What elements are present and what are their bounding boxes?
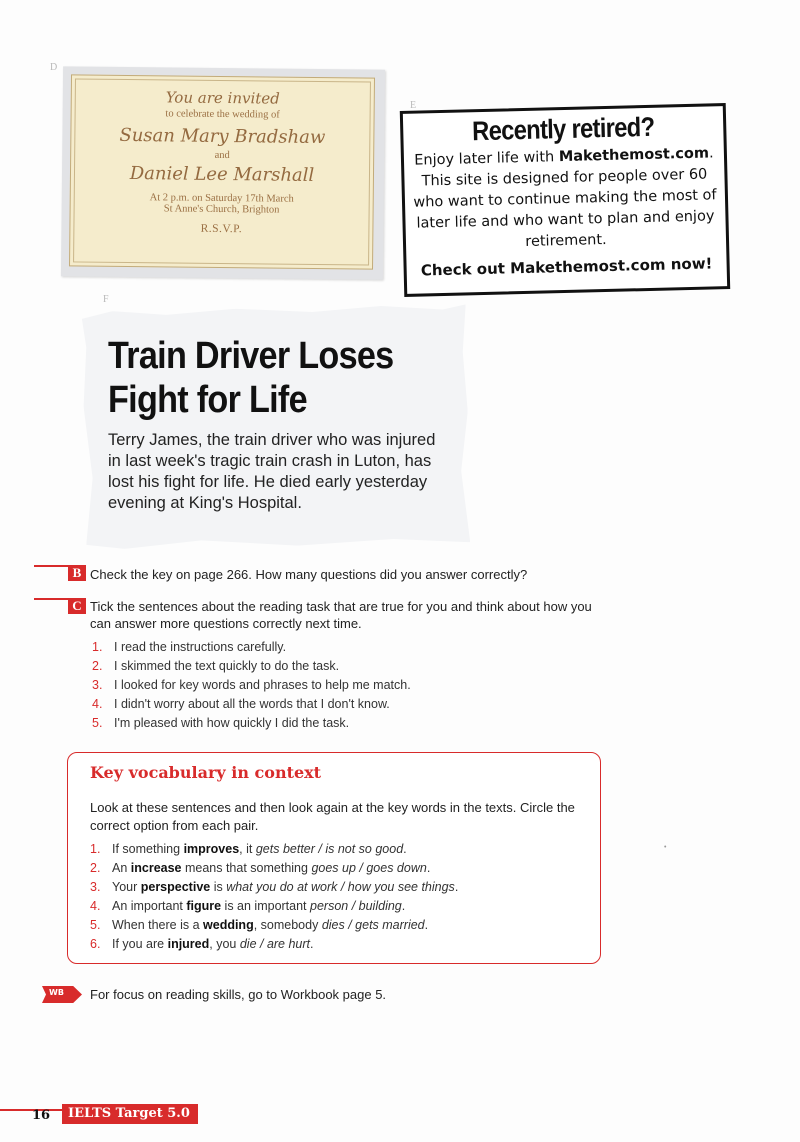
item-number: 1. <box>90 842 101 856</box>
item-text: . <box>310 937 314 951</box>
vocab-item[interactable] <box>90 840 458 859</box>
invitation-and: and <box>214 149 230 162</box>
exercise-b-marker <box>34 565 86 581</box>
vocab-item[interactable] <box>90 859 458 878</box>
answer-options[interactable]: what you do at work / how you see things <box>226 880 455 894</box>
item-text: I skimmed the text quickly to do the task. <box>114 659 340 673</box>
answer-options[interactable]: die / are hurt <box>239 937 311 951</box>
item-text: An <box>112 861 131 875</box>
invitation-time: At 2 p.m. on Saturday 17th March <box>149 192 294 205</box>
item-text: When there is a <box>112 918 204 932</box>
list-item[interactable] <box>92 695 411 714</box>
item-text: , it <box>239 842 256 856</box>
item-text: If something <box>112 842 184 856</box>
key-word: perspective <box>140 880 211 894</box>
vocab-title: Key vocabulary in context <box>90 763 322 782</box>
footer-rule <box>0 1109 62 1111</box>
item-text: . <box>401 899 406 913</box>
item-text: I read the instructions carefully. <box>114 640 287 654</box>
news-headline: Train Driver Loses Fight for Life <box>108 335 394 421</box>
vocab-item[interactable] <box>90 916 458 935</box>
invitation-heading: You are invited <box>165 88 280 108</box>
list-item[interactable] <box>92 714 411 733</box>
exercise-b-letter: B <box>68 565 86 581</box>
vocab-instructions: Look at these sentences and then look again at the key words in the texts. Circle the correct option from each pair. <box>90 800 575 833</box>
answer-options[interactable]: goes up / goes down <box>311 861 427 875</box>
item-number: 4. <box>92 697 103 711</box>
vocab-item[interactable] <box>90 935 458 954</box>
key-vocabulary-box <box>67 752 601 964</box>
exercise-b-text: Check the key on page 266. How many questions did you answer correctly? <box>90 567 528 582</box>
vocab-item[interactable] <box>90 878 458 897</box>
item-text: If you are <box>112 937 168 951</box>
groom-name: Daniel Lee Marshall <box>129 163 315 186</box>
key-word: injured <box>167 937 210 951</box>
exercise-c-text: Tick the sentences about the reading task that are true for you and think about how you can answer more questions correctly next time. <box>90 599 592 631</box>
retirement-advert <box>400 103 730 297</box>
item-number: 2. <box>92 659 103 673</box>
vocab-item[interactable] <box>90 897 458 916</box>
item-number: 5. <box>92 716 103 730</box>
invitation-rsvp: R.S.V.P. <box>200 222 243 236</box>
item-text: . <box>403 842 407 856</box>
advert-body <box>412 143 718 255</box>
item-text: is an important <box>221 899 311 913</box>
item-number: 6. <box>90 937 101 951</box>
item-text: I looked for key words and phrases to help me match. <box>114 678 411 692</box>
list-item[interactable] <box>92 638 411 657</box>
invitation-text <box>70 87 374 236</box>
item-text: . <box>454 880 459 894</box>
bride-name: Susan Mary Bradshaw <box>119 124 326 149</box>
key-word: improves <box>183 842 240 856</box>
item-number: 5. <box>90 918 101 932</box>
list-item[interactable] <box>92 657 411 676</box>
item-number: 3. <box>92 678 103 692</box>
item-text: , somebody <box>253 918 322 932</box>
item-text: An important <box>112 899 187 913</box>
workbook-badge: WB <box>49 988 64 997</box>
invitation-place: St Anne's Church, Brighton <box>163 203 280 216</box>
section-label-e: E <box>410 100 417 111</box>
key-word: figure <box>186 899 222 913</box>
key-word: wedding <box>203 918 254 932</box>
item-text: is <box>210 880 227 894</box>
page-number: 16 <box>32 1108 51 1123</box>
advert-body-rest: . This site is designed for people over 60 who want to continue making the most of later life and who want to plan and enjoy retirement. <box>413 145 717 250</box>
answer-options[interactable]: dies / gets married <box>321 918 425 932</box>
advert-site-name: Makethemost.com <box>558 145 710 166</box>
key-word: increase <box>130 861 182 875</box>
exercise-c-letter: C <box>68 598 86 614</box>
workbook-arrow-icon <box>42 986 82 1003</box>
invitation-line: to celebrate the wedding of <box>165 108 280 121</box>
book-title-badge: IELTS Target 5.0 <box>62 1104 198 1124</box>
item-text: means that something <box>181 861 312 875</box>
answer-options[interactable]: gets better / is not so good <box>255 842 404 856</box>
item-text: I'm pleased with how quickly I did the task. <box>114 716 350 730</box>
invitation-inner <box>69 74 375 269</box>
item-number: 2. <box>90 861 101 875</box>
stray-mark: • <box>664 844 667 851</box>
item-number: 4. <box>90 899 101 913</box>
vocab-list <box>90 840 458 954</box>
advert-title: Recently retired? <box>471 111 655 147</box>
section-label-d: D <box>50 62 58 73</box>
workbook-text: For focus on reading skills, go to Workbook page 5. <box>90 987 387 1002</box>
section-label-f: F <box>103 294 110 305</box>
answer-options[interactable]: person / building <box>310 899 402 913</box>
list-item[interactable] <box>92 676 411 695</box>
advert-call-to-action: Check out Makethemost.com now! <box>420 254 713 280</box>
item-number: 3. <box>90 880 101 894</box>
item-text: I didn't worry about all the words that I don't know. <box>114 697 390 711</box>
exercise-c-list <box>92 638 411 733</box>
wedding-invitation-card <box>61 66 385 279</box>
item-text: . <box>426 861 431 875</box>
item-text: Your <box>112 880 141 894</box>
advert-body-start: Enjoy later life with <box>414 149 560 169</box>
exercise-c-marker <box>34 598 86 614</box>
item-text: . <box>424 918 429 932</box>
news-body: Terry James, the train driver who was injured in last week's tragic train crash in Luton, has lost his fight for life. He died early yesterday evening at King's Hospital. <box>108 431 436 512</box>
item-text: , you <box>209 937 240 951</box>
item-number: 1. <box>92 640 103 654</box>
